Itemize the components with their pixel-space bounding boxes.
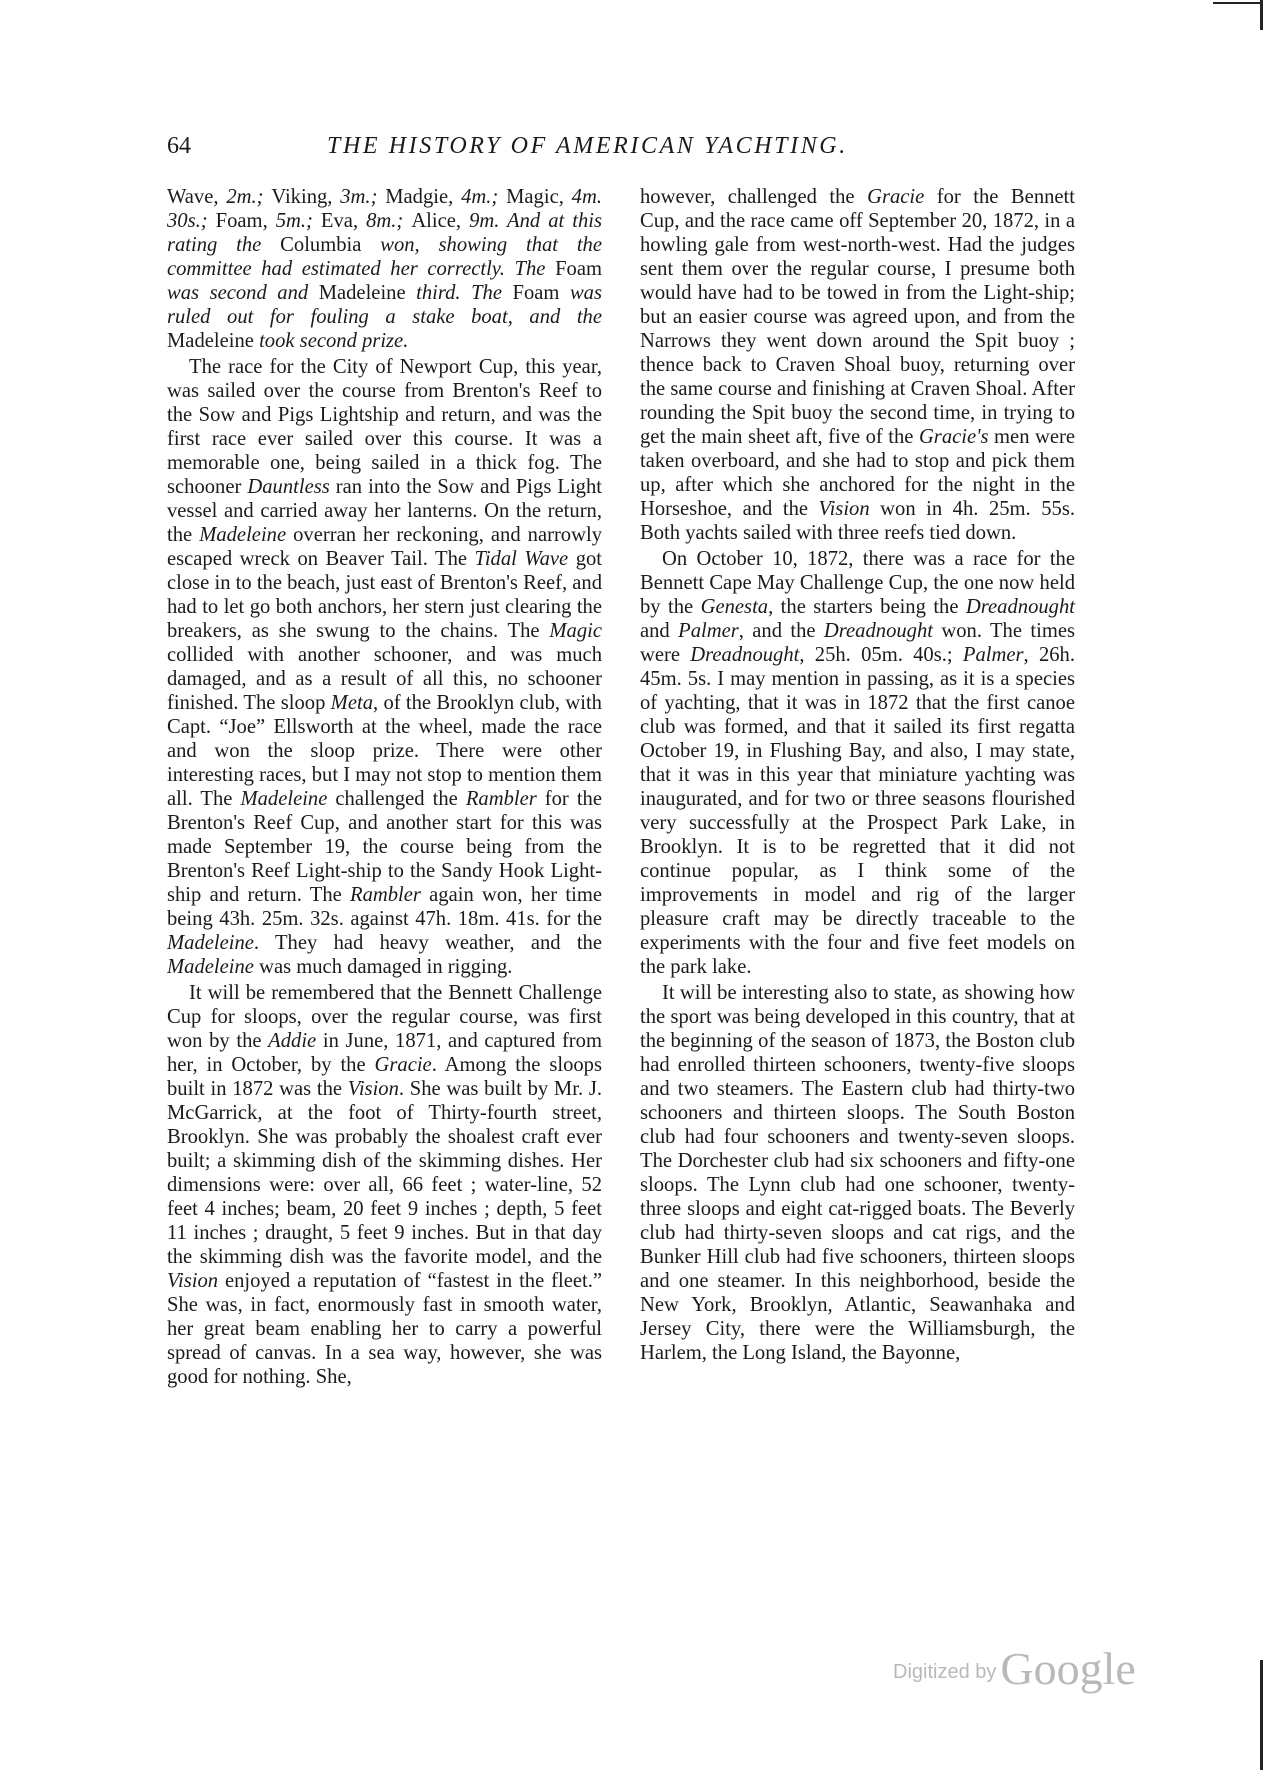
vessel-name: Madeleine bbox=[167, 956, 254, 978]
paragraph-text: Viking bbox=[271, 186, 328, 208]
vessel-name: Palmer bbox=[962, 644, 1024, 666]
paragraph-text: enjoyed a reputation of “fastest in the fleet.” She was, in fact, enormously fast in smooth water, her great beam enabling her to carry a powerful spread of canvas. In a sea way, however, she was good for nothing. She, bbox=[167, 1270, 602, 1388]
paragraph-text: The race for the City of Newport Cup, this year, was sailed over the course from Brenton's Reef to the Sow and Pigs Lightship and return, and was the first race ever sailed over this course. It was a memorable one, being sailed in a thick fog. The schooner bbox=[167, 356, 602, 498]
paragraph bbox=[640, 981, 1075, 1365]
paragraph-text: Columbia bbox=[280, 234, 362, 256]
paragraph-text: It will be interesting also to state, as showing how the sport was being developed in this country, that at the beginning of the season of 1873, the Boston club had enrolled thirteen schooners, twenty-five sloops and two steamers. The Eastern club had thirty-two schooners and thirteen sloops. The South Boston club had four schooners and twenty-seven sloops. The Dorchester club had six schooners and fifty-one sloops. The Lynn club had one schooner, twenty-three sloops and eight cat-rigged boats. The Beverly club had thirty-seven sloops and cat rigs, and the Bunker Hill club had five schooners, thirteen sloops and one steamer. In this neighborhood, beside the New York, Brooklyn, Atlantic, Seawanhaka and Jersey City, there were the Williamsburgh, the Harlem, the Long Island, the Bayonne, bbox=[640, 982, 1075, 1364]
paragraph-text: Wave bbox=[167, 186, 214, 208]
paragraph-text: for the Bennett Cup, and the race came off September 20, 1872, in a howling gale from west-north-west. Had the judges sent them over the regular course, I presume both would have had to be towed in from the Light-ship; but an easier course was agreed upon, and from the Narrows they went down around the Spit buoy ; thence back to Craven Shoal buoy, returning over the same course and finishing at Craven Shoal. After rounding the Spit buoy the second time, in trying to get the main sheet aft, five of the bbox=[640, 186, 1075, 448]
paragraph-text: overran her reckoning, and narrowly escaped wreck on Beaver Tail. The bbox=[167, 524, 602, 570]
paragraph bbox=[640, 185, 1075, 545]
vessel-name: Tidal Wave bbox=[474, 548, 569, 570]
vessel-name: took second prize. bbox=[253, 330, 409, 352]
paragraph-text: and bbox=[640, 620, 679, 642]
vessel-name: Gracie bbox=[374, 1054, 432, 1076]
paragraph-text: Foam bbox=[555, 258, 602, 280]
paragraph-text: Eva bbox=[320, 210, 353, 232]
paragraph bbox=[167, 981, 602, 1389]
watermark-prefix: Digitized by bbox=[893, 1661, 997, 1683]
paragraph-text: , 26h. 45m. 5s. I may mention in passing, as it is a species of yachting, that it was in 1872 that the first canoe club was formed, and that it sailed its first regatta October 19, in Flushing Bay, and also, I may state, that it was in this year that miniature yachting was inaugurated, and for two or three seasons flourished very successfully at the Prospect Park Lake, in Brooklyn. It is to be regretted that it did not continue popular, as I think some of the improvements in model and rig of the larger pleasure craft may be directly traceable to the experiments with the four and five feet models on the park lake. bbox=[640, 644, 1075, 978]
paragraph-text: . They had heavy weather, and the bbox=[253, 932, 602, 954]
vessel-name: Gracie's bbox=[918, 426, 989, 448]
watermark-brand: Google bbox=[1000, 1643, 1136, 1694]
paragraph-text: men were taken overboard, and she had to stop and pick them up, after which she anchored for the night in the Horseshoe, and the bbox=[640, 426, 1075, 520]
running-title: THE HISTORY OF AMERICAN YACHTING. bbox=[327, 133, 848, 159]
digitized-by-google-watermark bbox=[893, 1642, 1136, 1695]
vessel-name: , 3m.; bbox=[327, 186, 386, 208]
paragraph-text: Foam bbox=[215, 210, 263, 232]
paragraph-text: however, challenged the bbox=[640, 186, 868, 208]
scan-edge-mark bbox=[1213, 2, 1263, 4]
paragraph-text: On October 10, 1872, there was a race for the Bennett Cape May Challenge Cup, the one now held by the bbox=[640, 548, 1075, 618]
paragraph bbox=[167, 185, 602, 353]
vessel-name: Vision bbox=[347, 1078, 399, 1100]
vessel-name: was second and bbox=[167, 282, 319, 304]
paragraph-text: again won, her time being 43h. 25m. 32s. against 47h. 18m. 41s. for the bbox=[167, 884, 602, 930]
paragraph-text: , of the Brooklyn club, with Capt. “Joe” Ellsworth at the wheel, made the race and won the sloop prize. There were other interesting races, but I may not stop to mention them all. The bbox=[167, 692, 602, 810]
vessel-name: third. The bbox=[405, 282, 513, 304]
vessel-name: Dreadnought bbox=[690, 644, 800, 666]
vessel-name: , 4m.; bbox=[448, 186, 507, 208]
scan-edge-mark bbox=[1260, 0, 1263, 30]
paragraph-text: Magic bbox=[506, 186, 559, 208]
right-column bbox=[640, 185, 1075, 1365]
vessel-name: Palmer bbox=[678, 620, 739, 642]
paragraph-text: got close in to the beach, just east of Brenton's Reef, and had to let go both anchors, her stern just clearing the breakers, as she swung to the chains. The bbox=[167, 548, 603, 642]
vessel-name: won, showing that the committee had estimated her correctly. The bbox=[167, 234, 602, 280]
vessel-name: Dreadnought bbox=[823, 620, 933, 642]
vessel-name: Rambler bbox=[465, 788, 537, 810]
vessel-name: Dreadnought bbox=[965, 596, 1075, 618]
vessel-name: , 2m.; bbox=[213, 186, 272, 208]
paragraph-text: collided with another schooner, and was much damaged, and as a result of all this, no schooner finished. The sloop bbox=[167, 644, 602, 714]
left-column bbox=[167, 185, 602, 1389]
paragraph-text: in June, 1871, and captured from her, in October, by the bbox=[167, 1030, 602, 1076]
vessel-name: Meta bbox=[330, 692, 373, 714]
page-number: 64 bbox=[167, 133, 191, 159]
paragraph-text: Foam bbox=[512, 282, 560, 304]
paragraph-text: was much damaged in rigging. bbox=[253, 956, 513, 978]
vessel-name: , 4m. 30s.; bbox=[167, 186, 602, 232]
paragraph-text: , the starters being the bbox=[768, 596, 966, 618]
paragraph-text: It will be remembered that the Bennett Challenge Cup for sloops, over the regular course, was first won by the bbox=[167, 982, 602, 1052]
vessel-name: , 9m. And at this rating the bbox=[167, 210, 603, 256]
paragraph bbox=[640, 547, 1075, 979]
vessel-name: Dauntless bbox=[247, 476, 330, 498]
paragraph-text: . She was built by Mr. J. McGarrick, at the foot of Thirty-fourth street, Brooklyn. She was probably the shoalest craft ever built; a skimming dish of the skimming dishes. Her dimensions were: over all, 66 feet ; water-line, 52 feet 4 inches; beam, 20 feet 9 inches ; depth, 5 feet 11 inches ; draught, 5 feet 9 inches. But in that day the skimming dish was the favorite model, and the bbox=[167, 1078, 602, 1268]
vessel-name: was ruled out for fouling a stake boat, and the bbox=[167, 282, 602, 328]
vessel-name: Madeleine bbox=[167, 932, 254, 954]
paragraph-text: challenged the bbox=[327, 788, 466, 810]
vessel-name: Gracie bbox=[867, 186, 925, 208]
vessel-name: Magic bbox=[549, 620, 602, 642]
paragraph-text: , 25h. 05m. 40s.; bbox=[799, 644, 963, 666]
vessel-name: Madeleine bbox=[199, 524, 287, 546]
vessel-name: , 8m.; bbox=[352, 210, 412, 232]
paragraph-text: , and the bbox=[738, 620, 824, 642]
paragraph-text: ran into the Sow and Pigs Light vessel and carried away her lanterns. On the return, the bbox=[167, 476, 602, 546]
paragraph-text: won. The times were bbox=[640, 620, 1075, 666]
paragraph-text: Madgie bbox=[385, 186, 449, 208]
page-header bbox=[167, 133, 1087, 173]
paragraph-text: Madeleine bbox=[167, 330, 254, 352]
vessel-name: Genesta bbox=[700, 596, 769, 618]
paragraph-text: . Among the sloops built in 1872 was the bbox=[167, 1054, 602, 1100]
paragraph bbox=[167, 355, 602, 979]
scan-edge-mark bbox=[1260, 1660, 1263, 1770]
paragraph-text: won in 4h. 25m. 55s. Both yachts sailed with three reefs tied down. bbox=[640, 498, 1075, 544]
vessel-name: Vision bbox=[818, 498, 870, 520]
paragraph-text: Alice bbox=[411, 210, 456, 232]
paragraph-text: Madeleine bbox=[318, 282, 406, 304]
vessel-name: Addie bbox=[268, 1030, 317, 1052]
vessel-name: Rambler bbox=[350, 884, 421, 906]
vessel-name: Madeleine bbox=[240, 788, 328, 810]
paragraph-text: for the Brenton's Reef Cup, and another start for this was made September 19, the course being from the Brenton's Reef Light-ship to the Sandy Hook Light-ship and return. The bbox=[167, 788, 602, 906]
vessel-name: , 5m.; bbox=[262, 210, 321, 232]
vessel-name: Vision bbox=[167, 1270, 219, 1292]
